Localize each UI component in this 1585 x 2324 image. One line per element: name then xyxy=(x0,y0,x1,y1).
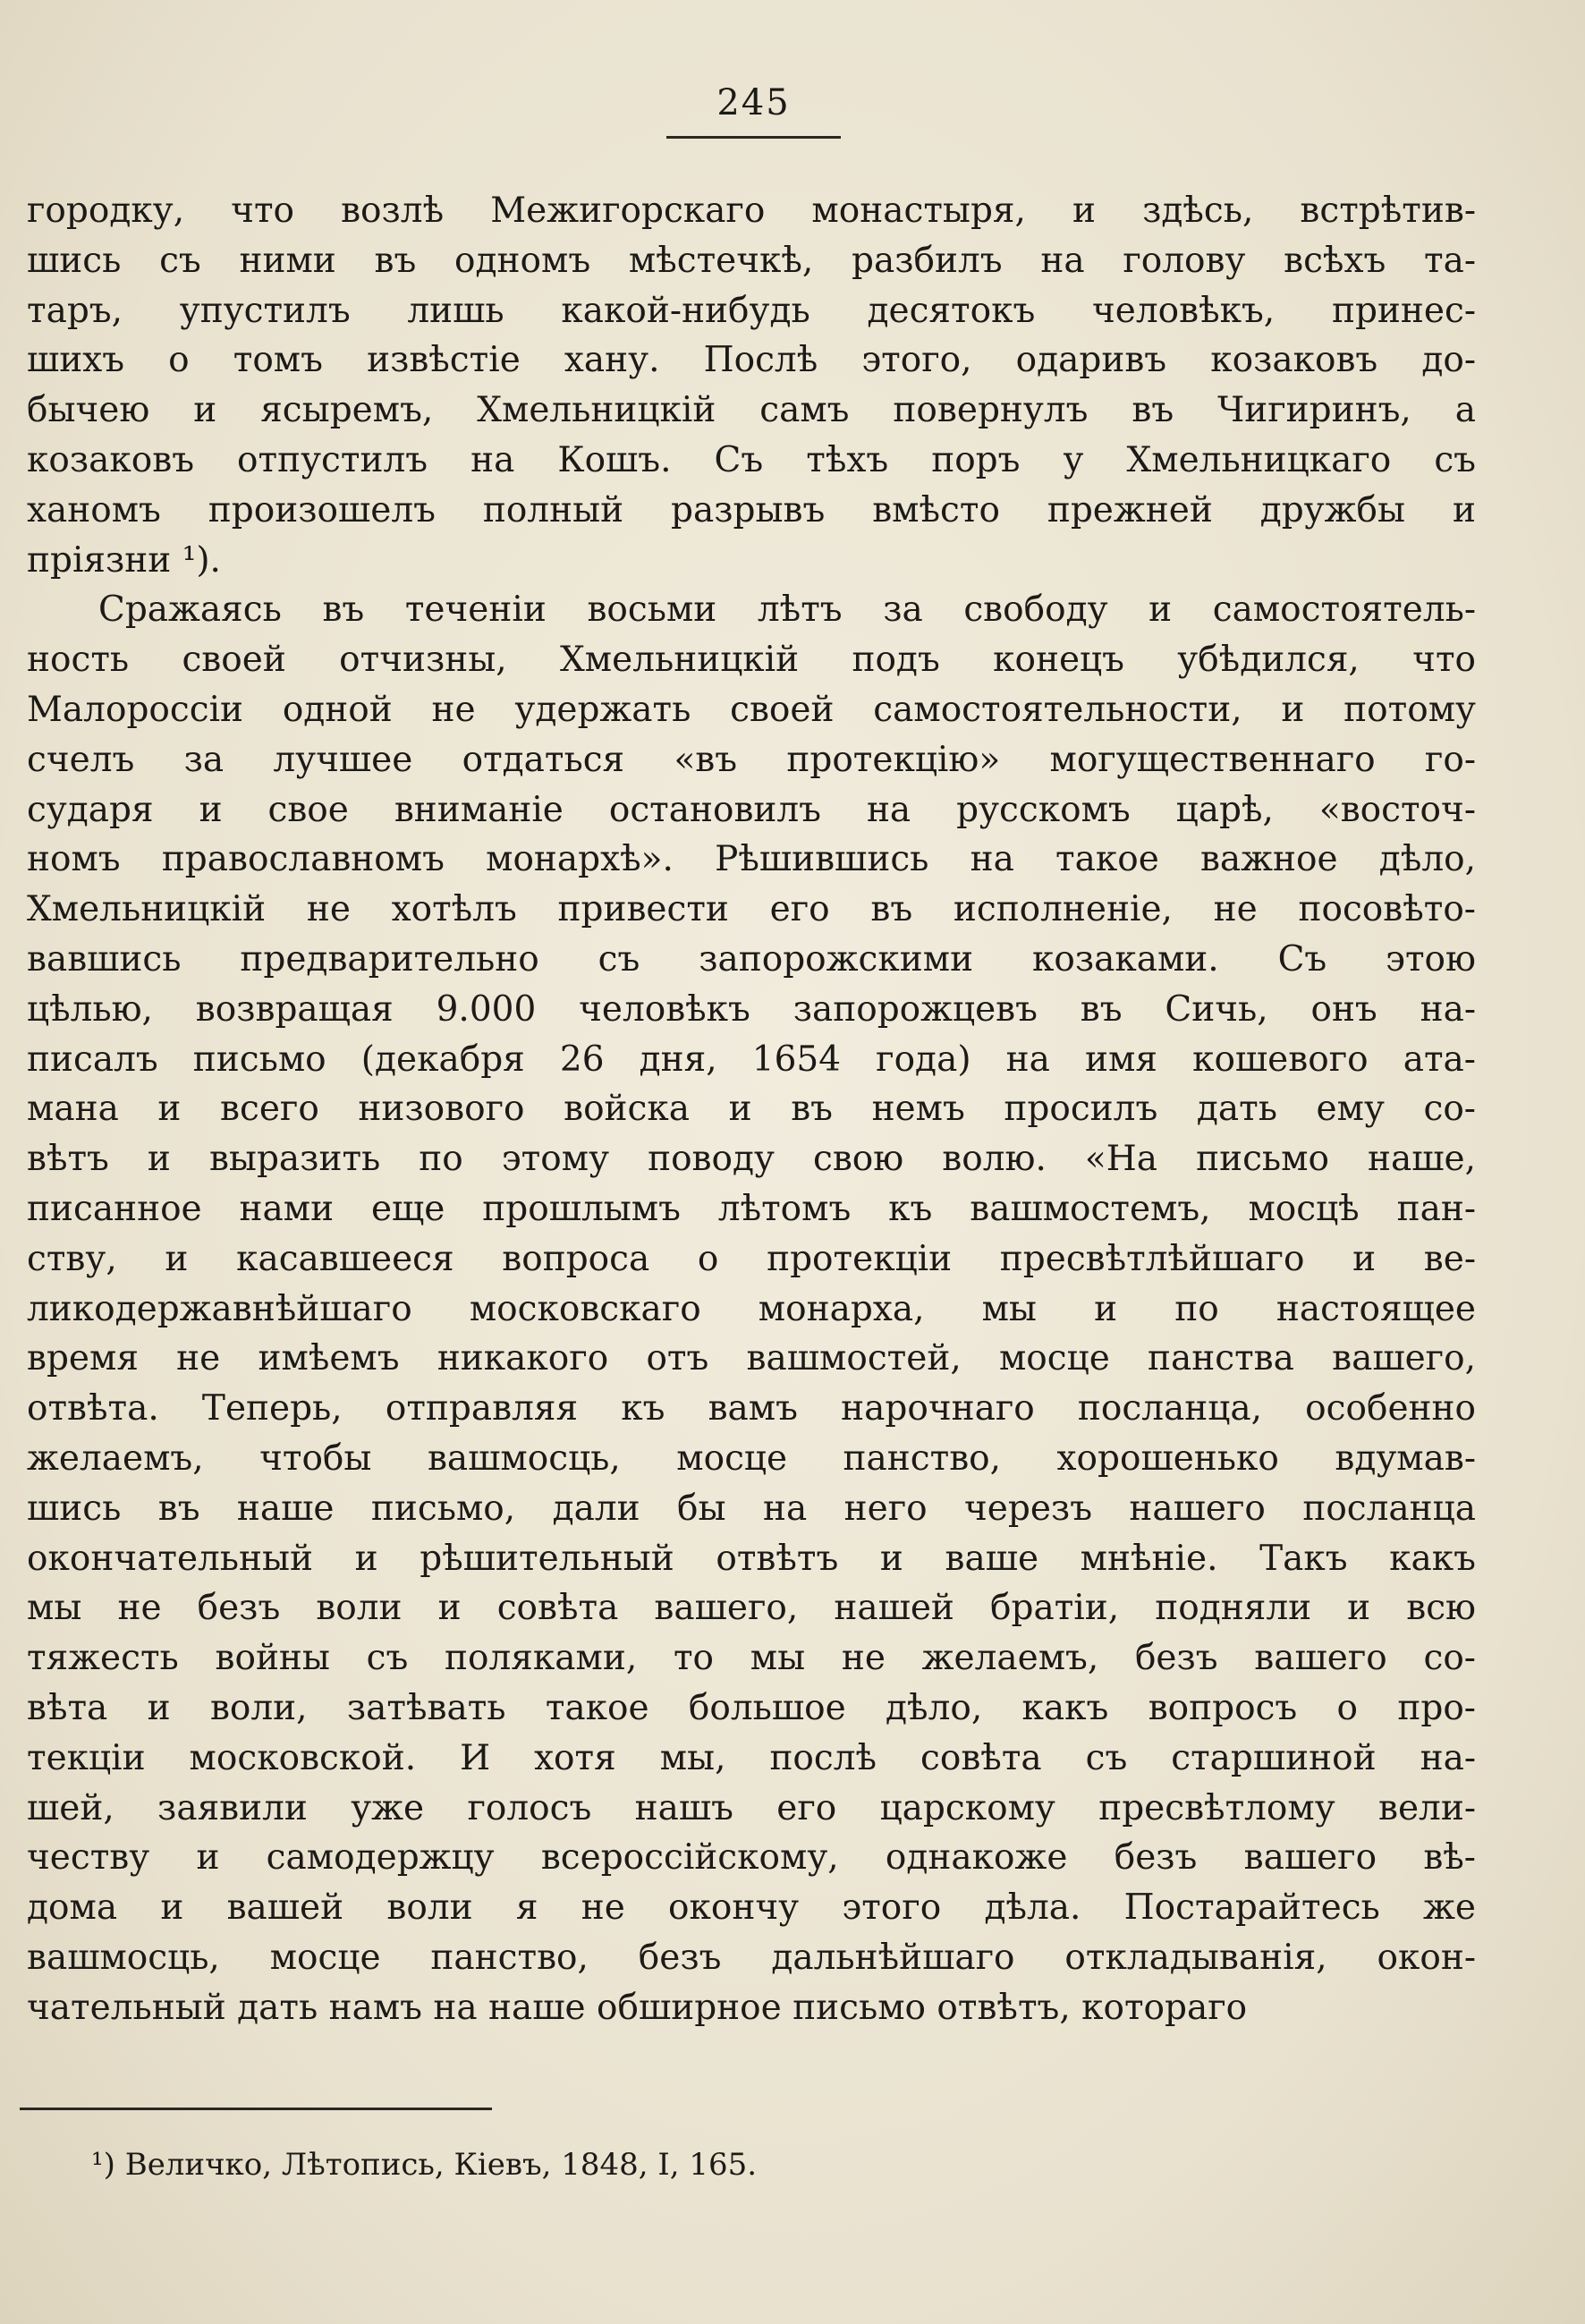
text-line: Малороссіи одной не удержать своей самостоятельности, и потому xyxy=(27,689,1476,730)
footnote-rule xyxy=(20,2108,492,2110)
text-line: ность своей отчизны, Хмельницкій подъ конецъ убѣдился, что xyxy=(27,640,1476,681)
text-line: тяжесть войны съ поляками, то мы не желаемъ, безъ вашего со- xyxy=(27,1638,1476,1679)
text-line: писалъ письмо (декабря 26 дня, 1654 года) на имя кошевого ата- xyxy=(27,1039,1476,1080)
text-line: ханомъ произошелъ полный разрывъ вмѣсто прежней дружбы и xyxy=(27,489,1476,530)
text-line: вашмосць, мосце панство, безъ дальнѣйшаго откладыванія, окон- xyxy=(27,1937,1476,1978)
text-line: вавшись предварительно съ запорожскими козаками. Съ этою xyxy=(27,938,1476,980)
body-text xyxy=(27,186,1476,2032)
paragraph xyxy=(27,186,1476,585)
text-line: ству, и касавшееся вопроса о протекціи пресвѣтлѣйшаго и ве- xyxy=(27,1238,1476,1279)
text-line: Сражаясь въ теченіи восьми лѣтъ за свободу и самостоятель- xyxy=(98,589,1476,631)
text-line: честву и самодержцу всероссійскому, однакоже безъ вашего вѣ- xyxy=(27,1837,1476,1879)
text-line: сударя и свое вниманіе остановилъ на русскомъ царѣ, «восточ- xyxy=(27,789,1476,830)
text-line: чательный дать намъ на наше обширное письмо отвѣтъ, котораго xyxy=(27,1987,1248,2028)
text-line: Хмельницкій не хотѣлъ привести его въ исполненіе, не посовѣто- xyxy=(27,889,1476,930)
text-line: пріязни ¹). xyxy=(27,539,221,581)
text-line: вѣта и воли, затѣвать такое большое дѣло, какъ вопросъ о про- xyxy=(27,1687,1476,1728)
text-line: ликодержавнѣйшаго московскаго монарха, мы и по настоящее xyxy=(27,1288,1476,1329)
text-line: шись съ ними въ одномъ мѣстечкѣ, разбилъ на голову всѣхъ та- xyxy=(27,240,1476,281)
text-line: городку, что возлѣ Межигорскаго монастыря, и здѣсь, встрѣтив- xyxy=(27,191,1476,231)
text-line: шихъ о томъ извѣстіе хану. Послѣ этого, одаривъ козаковъ до- xyxy=(27,340,1476,381)
text-line: номъ православномъ монархѣ». Рѣшившись на такое важное дѣло, xyxy=(27,839,1476,880)
text-line: шись въ наше письмо, дали бы на него черезъ нашего посланца xyxy=(27,1488,1476,1529)
text-line: мы не безъ воли и совѣта вашего, нашей братіи, подняли и всю xyxy=(27,1588,1476,1629)
text-line: козаковъ отпустилъ на Кошъ. Съ тѣхъ поръ у Хмельницкаго съ xyxy=(27,439,1476,480)
text-line: счелъ за лучшее отдаться «въ протекцію» могущественнаго го- xyxy=(27,739,1476,780)
text-line: вѣтъ и выразить по этому поводу свою волю. «На письмо наше, xyxy=(27,1139,1476,1180)
text-line: дома и вашей воли я не окончу этого дѣла. Постарайтесь же xyxy=(27,1887,1476,1929)
text-line: время не имѣемъ никакого отъ вашмостей, мосце панства вашего, xyxy=(27,1338,1476,1379)
text-line: бычею и ясыремъ, Хмельницкій самъ повернулъ въ Чигиринъ, а xyxy=(27,390,1476,431)
text-line: окончательный и рѣшительный отвѣтъ и ваше мнѣніе. Такъ какъ xyxy=(27,1538,1476,1579)
text-line: мана и всего низового войска и въ немъ просилъ дать ему со- xyxy=(27,1089,1476,1130)
text-line: желаемъ, чтобы вашмосць, мосце панство, хорошенько вдумав- xyxy=(27,1438,1476,1479)
page-number: 245 xyxy=(716,82,791,123)
text-line: писанное нами еще прошлымъ лѣтомъ къ вашмостемъ, мосцѣ пан- xyxy=(27,1188,1476,1229)
paragraph xyxy=(27,585,1476,2032)
text-line: цѣлью, возвращая 9.000 человѣкъ запорожцевъ въ Сичь, онъ на- xyxy=(27,988,1476,1030)
text-line: отвѣта. Теперь, отправляя къ вамъ нарочнаго посланца, особенно xyxy=(27,1388,1476,1429)
footnote: ¹) Величко, Лѣтопись, Кіевъ, 1848, I, 165. xyxy=(91,2147,758,2183)
text-line: текціи московской. И хотя мы, послѣ совѣта съ старшиной на- xyxy=(27,1737,1476,1778)
text-line: шей, заявили уже голосъ нашъ его царскому пресвѣтлому вели- xyxy=(27,1787,1476,1828)
text-line: таръ, упустилъ лишь какой-нибудь десятокъ человѣкъ, принес- xyxy=(27,290,1476,331)
header-rule xyxy=(666,136,841,139)
